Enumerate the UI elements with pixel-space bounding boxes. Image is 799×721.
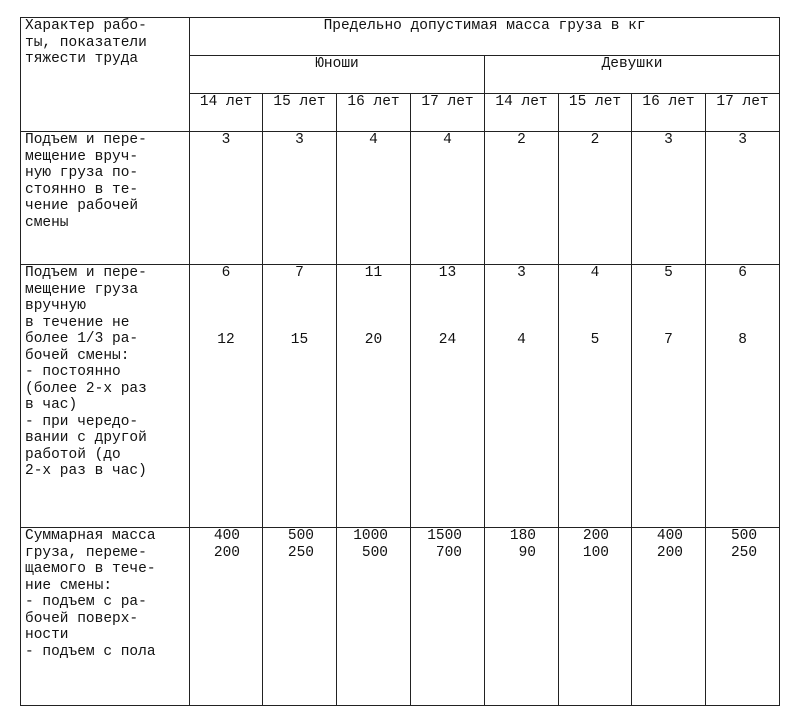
value-floor: 700 <box>435 544 462 561</box>
age-boys-16: 16 лет <box>337 94 411 132</box>
age-boys-17: 17 лет <box>411 94 485 132</box>
value-floor: 500 <box>361 544 388 561</box>
value-constant: 6 <box>221 265 231 281</box>
value-cell: 3 <box>263 132 337 265</box>
value-cell <box>411 265 485 528</box>
value-cell <box>485 265 559 528</box>
value-cell <box>337 528 411 706</box>
value-work-surface: 500 <box>730 528 758 544</box>
value-constant: 7 <box>295 265 304 281</box>
age-girls-15: 15 лет <box>559 94 632 132</box>
age-girls-16: 16 лет <box>632 94 706 132</box>
value-constant: 11 <box>364 265 383 281</box>
value-cell: 3 <box>190 132 263 265</box>
value-cell <box>632 528 706 706</box>
value-work-surface: 1500 <box>427 528 462 544</box>
load-limits-table <box>20 17 780 706</box>
value-cell <box>559 265 632 528</box>
value-cell <box>337 265 411 528</box>
value-cell: 2 <box>559 132 632 265</box>
header-girls: Девушки <box>485 56 780 94</box>
value-cell <box>190 265 263 528</box>
value-constant: 4 <box>590 265 600 281</box>
value-alternating: 8 <box>738 331 747 348</box>
value-alternating: 24 <box>438 331 457 348</box>
value-work-surface: 400 <box>656 528 683 544</box>
value-floor: 90 <box>518 544 536 561</box>
value-work-surface: 500 <box>287 528 314 544</box>
value-floor: 200 <box>213 544 240 561</box>
value-cell: 3 <box>632 132 706 265</box>
value-cell <box>263 528 337 706</box>
value-cell <box>411 528 485 706</box>
header-max-mass: Предельно допустимая масса груза в кг <box>190 18 780 56</box>
row-third-shift-label: Подъем и пере- мещение груза вручную в течение не более 1/3 ра- бочей смены: - постоянно (более 2-х раз в час) - при чередо- вании с другой работой (до 2-х раз в час) <box>21 265 190 528</box>
age-boys-15: 15 лет <box>263 94 337 132</box>
age-girls-17: 17 лет <box>706 94 780 132</box>
value-floor: 200 <box>656 544 683 561</box>
value-cell: 4 <box>411 132 485 265</box>
value-alternating: 4 <box>517 331 526 348</box>
age-girls-14: 14 лет <box>485 94 559 132</box>
value-cell <box>559 528 632 706</box>
value-alternating: 20 <box>364 331 383 348</box>
value-cell <box>632 265 706 528</box>
value-constant: 3 <box>517 265 526 281</box>
value-cell: 3 <box>706 132 780 265</box>
value-floor: 250 <box>730 544 758 561</box>
value-alternating: 5 <box>590 331 600 348</box>
value-work-surface: 400 <box>213 528 240 544</box>
header-boys: Юноши <box>190 56 485 94</box>
age-boys-14: 14 лет <box>190 94 263 132</box>
value-alternating: 15 <box>290 331 309 348</box>
row-total-mass-label: Суммарная масса груза, переме- щаемого в тече- ние смены: - подъем с ра- бочей поверх- ности - подъем с пола <box>21 528 190 706</box>
value-cell: 2 <box>485 132 559 265</box>
value-cell: 4 <box>337 132 411 265</box>
header-characteristic: Характер рабо- ты, показатели тяжести труда <box>21 18 190 132</box>
value-cell <box>706 528 780 706</box>
value-constant: 13 <box>438 265 457 281</box>
value-work-surface: 1000 <box>353 528 388 544</box>
value-cell <box>263 265 337 528</box>
value-floor: 250 <box>287 544 314 561</box>
value-cell <box>706 265 780 528</box>
value-work-surface: 180 <box>509 528 536 544</box>
value-constant: 5 <box>664 265 673 281</box>
value-work-surface: 200 <box>582 528 609 544</box>
row-constant-label: Подъем и пере- мещение вруч- ную груза по- стоянно в те- чение рабочей смены <box>21 132 190 265</box>
value-cell <box>485 528 559 706</box>
value-constant: 6 <box>738 265 747 281</box>
value-alternating: 7 <box>664 331 673 348</box>
value-alternating: 12 <box>217 331 235 348</box>
value-floor: 100 <box>582 544 609 561</box>
value-cell <box>190 528 263 706</box>
